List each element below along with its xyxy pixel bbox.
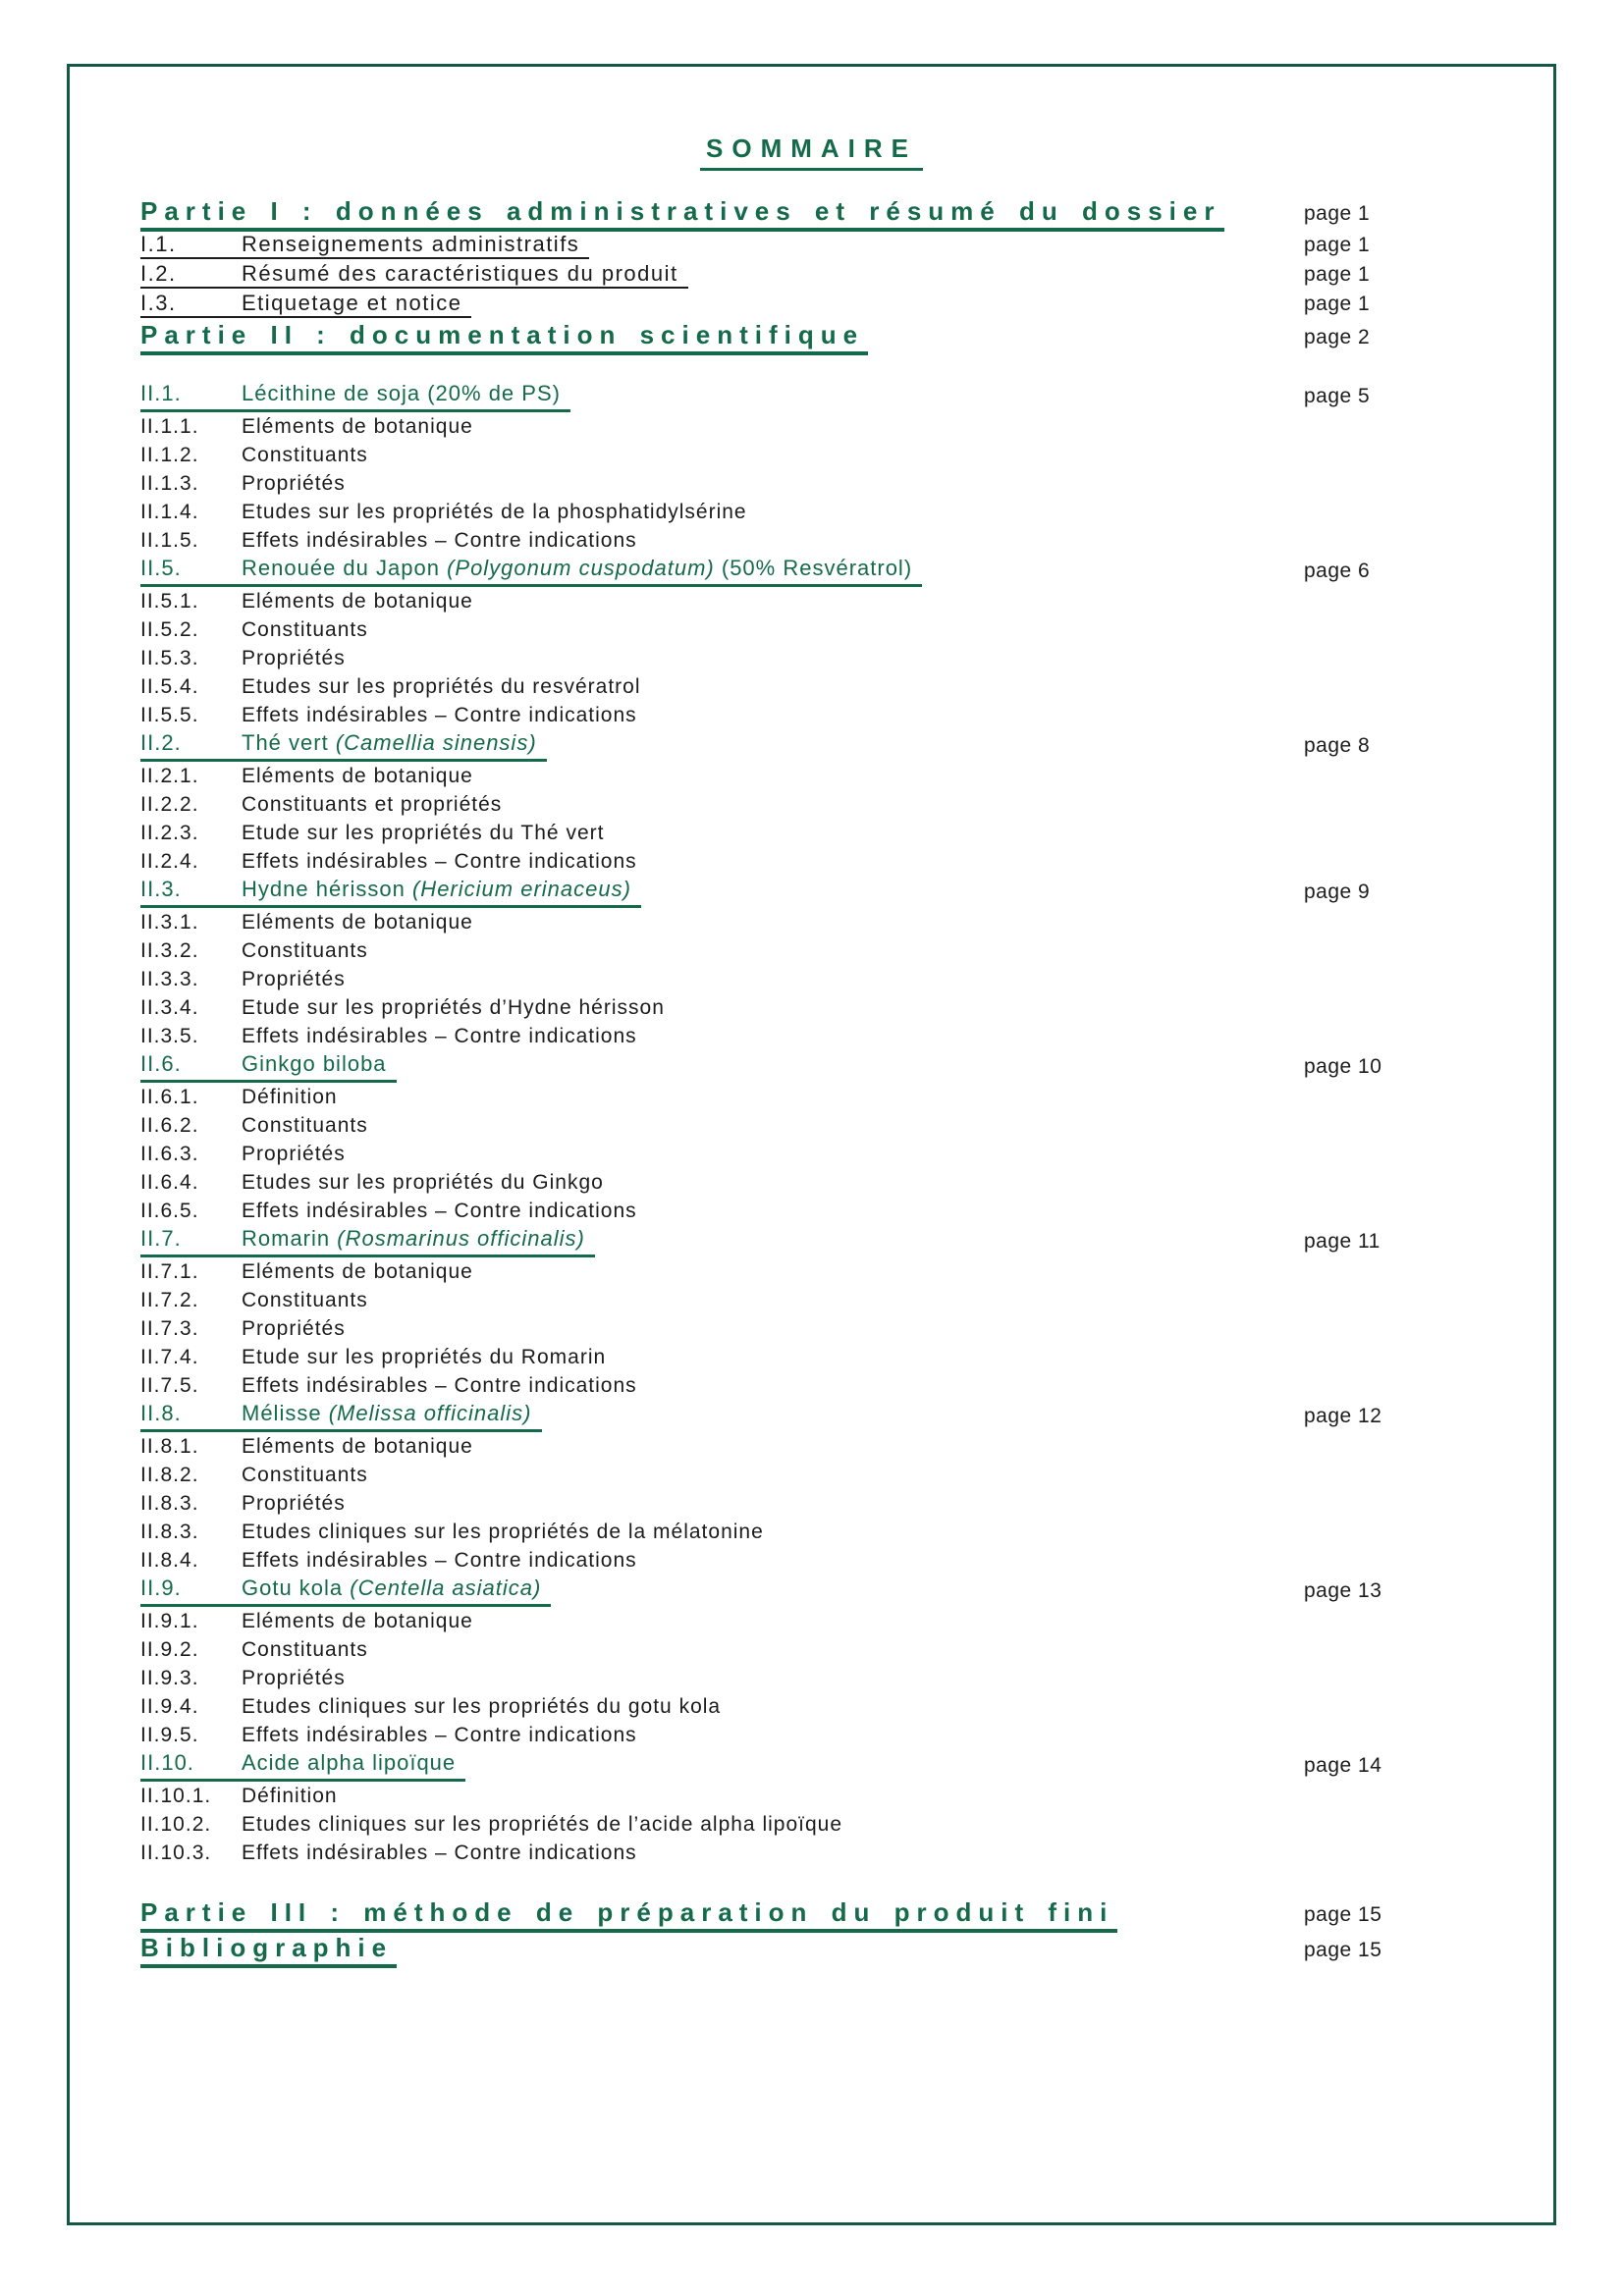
entry-number: II.8.2.	[140, 1464, 199, 1486]
toc-sub-entry	[70, 1519, 1553, 1547]
entry-text	[140, 1372, 637, 1399]
toc-sub-entry	[70, 1287, 1553, 1315]
entry-label-segment: Ginkgo biloba	[242, 1051, 387, 1076]
toc-sub-entry	[70, 1608, 1553, 1636]
entry-page-ref: page 9	[1304, 881, 1371, 903]
toc-sub-entry	[70, 1693, 1553, 1722]
toc-sub-entry	[70, 702, 1553, 730]
toc-sub-entry	[70, 937, 1553, 966]
toc-sub-entry	[70, 1490, 1553, 1519]
entry-label: Etiquetage et notice	[242, 291, 462, 315]
entry-number: II.8.1.	[140, 1435, 199, 1458]
entry-label: Définition	[242, 1086, 338, 1108]
toc-sub-entry	[70, 645, 1553, 673]
table-of-contents	[70, 196, 1553, 1968]
toc-sub-entry	[70, 1023, 1553, 1051]
entry-label-segment: Lécithine de soja (20% de PS)	[242, 381, 561, 405]
entry-label-latin-name: (Melissa officinalis)	[328, 1401, 532, 1425]
toc-sub-entry	[70, 588, 1553, 616]
entry-label	[242, 730, 537, 755]
toc-section-entry	[70, 1575, 1553, 1608]
entry-label: Propriétés	[242, 968, 346, 990]
entry-label: Partie I : données administratives et résumé du dossier	[140, 196, 1221, 226]
entry-text	[140, 499, 747, 525]
entry-label: Eléments de botanique	[242, 765, 473, 787]
toc-part-heading	[70, 1933, 1553, 1968]
entry-number: II.1.2.	[140, 444, 199, 466]
toc-section-entry	[70, 730, 1553, 763]
entry-label: Effets indésirables – Contre indications	[242, 1549, 637, 1572]
toc-section-entry	[70, 1226, 1553, 1258]
entry-label: Etude sur les propriétés du Romarin	[242, 1346, 607, 1368]
entry-text	[140, 588, 473, 614]
entry-label-segment: Acide alpha lipoïque	[242, 1750, 457, 1775]
toc-sub-entry	[70, 1084, 1553, 1112]
entry-text	[140, 994, 665, 1021]
page-border-frame	[67, 64, 1556, 2225]
entry-text	[140, 1084, 338, 1110]
entry-label-latin-name: (Camellia sinensis)	[335, 730, 537, 755]
entry-text	[140, 261, 688, 289]
toc-section-entry	[70, 556, 1553, 588]
entry-text	[140, 937, 368, 964]
entry-number: II.10.	[140, 1750, 194, 1775]
toc-sub-entry	[70, 966, 1553, 994]
toc-sub-entry	[70, 499, 1553, 527]
entry-page-ref: page 1	[1304, 263, 1371, 286]
entry-number: II.6.	[140, 1051, 182, 1076]
entry-page-ref: page 6	[1304, 560, 1371, 582]
entry-label: Constituants	[242, 1114, 368, 1137]
entry-text	[140, 442, 368, 468]
entry-text	[140, 198, 1224, 232]
entry-number: I.2.	[140, 261, 177, 286]
entry-text	[140, 1051, 397, 1083]
entry-label: Effets indésirables – Contre indications	[242, 850, 637, 873]
entry-label: Effets indésirables – Contre indications	[242, 1200, 637, 1222]
entry-label	[242, 381, 561, 405]
entry-number: II.9.1.	[140, 1610, 199, 1632]
entry-label: Eléments de botanique	[242, 1260, 473, 1283]
entry-page-ref: page 10	[1304, 1055, 1382, 1078]
entry-label: Eléments de botanique	[242, 590, 473, 613]
entry-number: II.3.	[140, 877, 182, 901]
entry-text	[140, 1575, 551, 1607]
entry-text	[140, 1811, 842, 1838]
entry-text	[140, 645, 346, 671]
entry-label: Effets indésirables – Contre indications	[242, 1842, 637, 1864]
entry-text	[140, 1112, 368, 1139]
entry-label: Etudes sur les propriétés du resvératrol	[242, 675, 641, 698]
entry-number: II.3.1.	[140, 911, 199, 934]
entry-number: II.10.2.	[140, 1813, 212, 1836]
toc-sub-entry	[70, 527, 1553, 556]
entry-text	[140, 1547, 637, 1574]
entry-text	[140, 470, 346, 497]
toc-sub-entry	[70, 413, 1553, 442]
entry-text	[140, 791, 502, 818]
entry-label: Etudes cliniques sur les propriétés de la mélatonine	[242, 1521, 764, 1543]
entry-number: II.5.5.	[140, 704, 199, 726]
entry-text	[140, 1935, 397, 1968]
entry-label: Constituants et propriétés	[242, 793, 503, 816]
toc-sub-entry	[70, 442, 1553, 470]
toc-sub-entry	[70, 616, 1553, 645]
entry-number: II.6.4.	[140, 1171, 199, 1194]
entry-number: II.1.	[140, 381, 182, 405]
entry-text	[140, 291, 471, 318]
entry-text	[140, 1344, 606, 1370]
entry-label: Etudes sur les propriétés de la phosphatidylsérine	[242, 501, 747, 523]
entry-number: II.5.2.	[140, 618, 199, 641]
entry-text	[140, 1722, 637, 1748]
toc-sub-entry	[70, 994, 1553, 1023]
document-title	[70, 133, 1553, 171]
toc-sub-entry	[70, 1141, 1553, 1169]
toc-sub-entry	[70, 909, 1553, 937]
entry-number: II.9.5.	[140, 1724, 199, 1746]
entry-number: II.2.2.	[140, 793, 199, 816]
entry-number: II.3.5.	[140, 1025, 199, 1047]
entry-text	[140, 322, 868, 355]
entry-text	[140, 877, 641, 908]
entry-label: Eléments de botanique	[242, 1435, 473, 1458]
entry-number: II.5.3.	[140, 647, 199, 669]
entry-label: Effets indésirables – Contre indications	[242, 1374, 637, 1397]
entry-number: II.9.3.	[140, 1667, 199, 1689]
entry-label	[242, 1575, 541, 1600]
entry-label-segment: Renouée du Japon	[242, 556, 448, 580]
entry-label: Résumé des caractéristiques du produit	[242, 261, 678, 286]
entry-number: II.1.3.	[140, 472, 199, 495]
entry-number: II.10.3.	[140, 1842, 212, 1864]
entry-label: Propriétés	[242, 1492, 346, 1515]
entry-text	[140, 381, 570, 412]
toc-sub-entry	[70, 1344, 1553, 1372]
entry-text	[140, 1783, 338, 1809]
entry-page-ref: page 8	[1304, 734, 1371, 757]
entry-number: II.8.3.	[140, 1521, 199, 1543]
toc-sub-entry	[70, 791, 1553, 820]
entry-number: II.8.3.	[140, 1492, 199, 1515]
entry-label: Bibliographie	[140, 1933, 394, 1962]
entry-number: II.8.	[140, 1401, 182, 1425]
entry-text	[140, 1023, 637, 1049]
entry-text	[140, 1693, 721, 1720]
toc-sub-entry	[70, 1840, 1553, 1868]
entry-page-ref: page 1	[1304, 202, 1371, 225]
entry-page-ref: page 1	[1304, 293, 1371, 315]
entry-label: Etudes cliniques sur les propriétés de l’acide alpha lipoïque	[242, 1813, 843, 1836]
entry-number: II.5.	[140, 556, 182, 580]
toc-part-heading	[70, 320, 1553, 355]
entry-label-latin-name: (Rosmarinus officinalis)	[337, 1226, 585, 1251]
toc-sub-entry	[70, 1198, 1553, 1226]
entry-number: II.9.	[140, 1575, 182, 1600]
entry-page-ref: page 5	[1304, 385, 1371, 407]
toc-spacer	[70, 1868, 1553, 1897]
entry-number: II.6.2.	[140, 1114, 199, 1137]
entry-label-latin-name: (Hericium erinaceus)	[411, 877, 631, 901]
document-title-text: SOMMAIRE	[700, 133, 923, 171]
entry-text	[140, 1840, 637, 1866]
entry-text	[140, 616, 368, 643]
entry-number: II.1.5.	[140, 529, 199, 552]
entry-text	[140, 1198, 637, 1224]
entry-label: Définition	[242, 1785, 338, 1807]
entry-label-latin-name: (Centella asiatica)	[350, 1575, 542, 1600]
entry-label: Eléments de botanique	[242, 911, 473, 934]
toc-part-heading	[70, 196, 1553, 232]
entry-text	[140, 1519, 764, 1545]
entry-number: II.3.4.	[140, 996, 199, 1019]
entry-text	[140, 1433, 473, 1460]
entry-label: Constituants	[242, 444, 368, 466]
entry-number: II.3.3.	[140, 968, 199, 990]
entry-text	[140, 848, 637, 875]
entry-label: Eléments de botanique	[242, 415, 473, 438]
entry-number: II.6.5.	[140, 1200, 199, 1222]
toc-sub-entry	[70, 1665, 1553, 1693]
entry-text	[140, 527, 637, 554]
entry-text	[140, 820, 604, 846]
entry-label	[242, 1401, 532, 1425]
entry-text	[140, 1665, 346, 1691]
entry-label: Constituants	[242, 1638, 368, 1661]
entry-number: II.7.1.	[140, 1260, 199, 1283]
entry-text	[140, 1315, 346, 1342]
entry-text	[140, 1490, 346, 1517]
entry-page-ref: page 2	[1304, 326, 1371, 348]
entry-text	[140, 413, 473, 440]
entry-label: Partie II : documentation scientifique	[140, 320, 865, 349]
entry-label-segment: Mélisse	[242, 1401, 329, 1425]
toc-sub-entry	[70, 470, 1553, 499]
toc-sub-entry	[70, 1547, 1553, 1575]
toc-sub-entry	[70, 820, 1553, 848]
toc-sub-entry	[70, 1636, 1553, 1665]
entry-label: Etudes sur les propriétés du Ginkgo	[242, 1171, 604, 1194]
toc-section-entry	[70, 381, 1553, 413]
toc-entry	[70, 232, 1553, 261]
entry-number: II.7.3.	[140, 1317, 199, 1340]
entry-label: Propriétés	[242, 1667, 346, 1689]
entry-number: II.5.1.	[140, 590, 199, 613]
entry-number: II.1.1.	[140, 415, 199, 438]
entry-number: II.7.5.	[140, 1374, 199, 1397]
entry-label	[242, 556, 912, 580]
entry-label: Propriétés	[242, 472, 346, 495]
entry-text	[140, 1750, 465, 1782]
entry-number: I.3.	[140, 291, 177, 315]
entry-number: II.2.4.	[140, 850, 199, 873]
entry-number: II.6.1.	[140, 1086, 199, 1108]
entry-label: Etudes cliniques sur les propriétés du gotu kola	[242, 1695, 722, 1718]
entry-number: II.9.4.	[140, 1695, 199, 1718]
entry-label-segment: Thé vert	[242, 730, 336, 755]
entry-text	[140, 673, 641, 700]
toc-sub-entry	[70, 1783, 1553, 1811]
entry-text	[140, 1226, 595, 1257]
toc-entry	[70, 261, 1553, 291]
entry-label: Constituants	[242, 1289, 368, 1311]
entry-label: Constituants	[242, 1464, 368, 1486]
entry-label-segment: Gotu kola	[242, 1575, 351, 1600]
entry-text	[140, 763, 473, 789]
entry-text	[140, 1258, 473, 1285]
entry-text	[140, 1899, 1117, 1933]
entry-label: Propriétés	[242, 1317, 346, 1340]
toc-part-heading	[70, 1897, 1553, 1933]
toc-sub-entry	[70, 1315, 1553, 1344]
entry-text	[140, 702, 637, 728]
entry-number: II.7.4.	[140, 1346, 199, 1368]
toc-sub-entry	[70, 1462, 1553, 1490]
entry-number: II.8.4.	[140, 1549, 199, 1572]
entry-page-ref: page 15	[1304, 1939, 1382, 1961]
entry-label	[242, 1226, 585, 1251]
entry-label	[242, 877, 631, 901]
entry-label-segment: Romarin	[242, 1226, 338, 1251]
entry-label: Eléments de botanique	[242, 1610, 473, 1632]
entry-text	[140, 966, 346, 992]
toc-sub-entry	[70, 1112, 1553, 1141]
toc-sub-entry	[70, 848, 1553, 877]
entry-label	[242, 1051, 387, 1076]
entry-label: Etude sur les propriétés du Thé vert	[242, 822, 605, 844]
entry-label	[242, 1750, 456, 1775]
entry-text	[140, 1636, 368, 1663]
entry-label-latin-name: (Polygonum cuspodatum)	[447, 556, 715, 580]
entry-number: II.10.1.	[140, 1785, 212, 1807]
entry-label: Effets indésirables – Contre indications	[242, 1724, 637, 1746]
toc-sub-entry	[70, 1258, 1553, 1287]
entry-page-ref: page 15	[1304, 1903, 1382, 1926]
entry-number: II.3.2.	[140, 939, 199, 962]
entry-number: II.7.2.	[140, 1289, 199, 1311]
entry-text	[140, 1462, 368, 1488]
entry-number: II.1.4.	[140, 501, 199, 523]
entry-label: Effets indésirables – Contre indications	[242, 704, 637, 726]
entry-page-ref: page 14	[1304, 1754, 1382, 1777]
entry-number: II.2.	[140, 730, 182, 755]
entry-text	[140, 730, 547, 762]
entry-label: Etude sur les propriétés d’Hydne hérisson	[242, 996, 665, 1019]
toc-spacer	[70, 355, 1553, 381]
entry-label-segment: Hydne hérisson	[242, 877, 412, 901]
entry-text	[140, 1401, 542, 1432]
entry-label: Renseignements administratifs	[242, 232, 580, 256]
toc-sub-entry	[70, 1372, 1553, 1401]
toc-section-entry	[70, 1401, 1553, 1433]
entry-text	[140, 1141, 346, 1167]
entry-number: II.2.3.	[140, 822, 199, 844]
entry-label: Effets indésirables – Contre indications	[242, 529, 637, 552]
entry-text	[140, 1608, 473, 1634]
entry-text	[140, 1169, 604, 1196]
entry-text	[140, 232, 589, 259]
entry-label: Partie III : méthode de préparation du produit fini	[140, 1897, 1114, 1927]
entry-text	[140, 1287, 368, 1313]
entry-text	[140, 556, 922, 587]
entry-label-segment: (50% Resvératrol)	[714, 556, 913, 580]
entry-number: II.5.4.	[140, 675, 199, 698]
toc-sub-entry	[70, 1811, 1553, 1840]
toc-section-entry	[70, 1750, 1553, 1783]
entry-label: Constituants	[242, 939, 368, 962]
entry-number: II.7.	[140, 1226, 182, 1251]
toc-section-entry	[70, 877, 1553, 909]
entry-number: II.2.1.	[140, 765, 199, 787]
entry-label: Propriétés	[242, 647, 346, 669]
toc-sub-entry	[70, 1433, 1553, 1462]
entry-page-ref: page 11	[1304, 1230, 1380, 1253]
entry-label: Propriétés	[242, 1143, 346, 1165]
entry-number: II.6.3.	[140, 1143, 199, 1165]
entry-number: I.1.	[140, 232, 177, 256]
toc-sub-entry	[70, 763, 1553, 791]
entry-label: Effets indésirables – Contre indications	[242, 1025, 637, 1047]
toc-entry	[70, 291, 1553, 320]
toc-sub-entry	[70, 1722, 1553, 1750]
entry-page-ref: page 1	[1304, 234, 1371, 256]
entry-number: II.9.2.	[140, 1638, 199, 1661]
toc-sub-entry	[70, 1169, 1553, 1198]
entry-text	[140, 909, 473, 935]
entry-label: Constituants	[242, 618, 368, 641]
toc-section-entry	[70, 1051, 1553, 1084]
entry-page-ref: page 12	[1304, 1405, 1382, 1427]
entry-page-ref: page 13	[1304, 1579, 1382, 1602]
toc-sub-entry	[70, 673, 1553, 702]
